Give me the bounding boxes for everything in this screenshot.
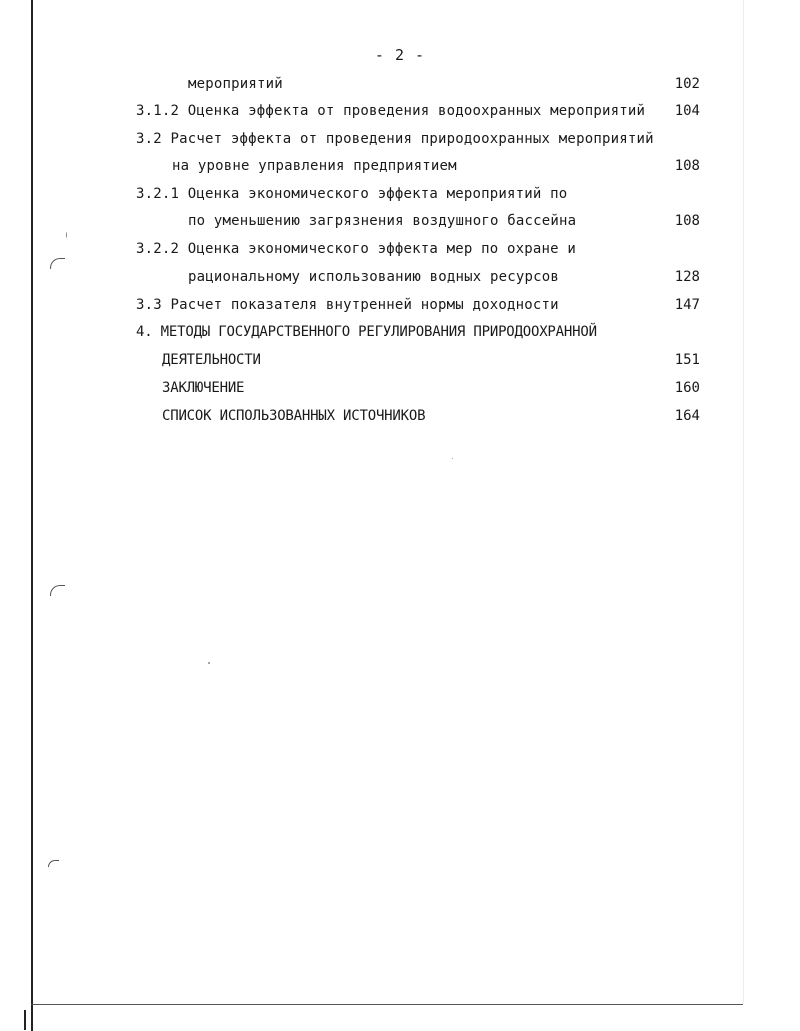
toc-entry-text: 3.3 Расчет показателя внутренней нормы доходности: [136, 297, 559, 313]
toc-entry-page: 164: [674, 408, 700, 424]
page-bottom-border: [31, 1004, 743, 1005]
toc-entry-text: 4. МЕТОДЫ ГОСУДАРСТВЕННОГО РЕГУЛИРОВАНИЯ ПРИРОДООХРАННОЙ: [136, 324, 597, 340]
toc-entry-text: 3.2 Расчет эффекта от проведения природоохранных мероприятий: [136, 131, 654, 147]
toc-entry-text: по уменьшению загрязнения воздушного бассейна: [188, 213, 577, 229]
toc-entry-page: 160: [674, 380, 700, 396]
binding-hole-mark: [50, 258, 65, 269]
toc-entry-text: 3.2.1 Оценка экономического эффекта мероприятий по: [136, 186, 568, 202]
toc-entry-text: на уровне управления предприятием: [172, 158, 457, 174]
page-number: - 2 -: [374, 46, 426, 64]
toc-entry-page: 108: [674, 158, 700, 174]
toc-entry-page: 108: [674, 213, 700, 229]
binding-hole-mark: [50, 585, 65, 596]
toc-entry-page: 128: [674, 269, 700, 285]
toc-entry-text: рациональному использованию водных ресурсов: [188, 269, 560, 285]
toc-entry-text: СПИСОК ИСПОЛЬЗОВАННЫХ ИСТОЧНИКОВ: [162, 408, 426, 424]
toc-entry-text: 3.2.2 Оценка экономического эффекта мер по охране и: [136, 241, 577, 257]
binding-hole-mark: [48, 860, 59, 867]
toc-entry-page: 147: [674, 297, 700, 313]
page-left-border: [31, 0, 33, 1031]
right-margin-line: [743, 0, 744, 1004]
toc-entry-text: мероприятий: [188, 76, 283, 92]
scan-speck: [66, 232, 67, 238]
toc-entry-page: 104: [674, 103, 700, 119]
toc-entry-text: ЗАКЛЮЧЕНИЕ: [162, 380, 245, 396]
scan-speck: [452, 458, 453, 459]
scan-speck: [208, 662, 210, 664]
toc-entry-text: 3.1.2 Оценка эффекта от проведения водоохранных мероприятий: [136, 103, 646, 119]
toc-entry-page: 151: [674, 352, 700, 368]
corner-mark: [24, 1010, 34, 1030]
toc-entry-text: ДЕЯТЕЛЬНОСТИ: [162, 352, 261, 368]
toc-entry-page: 102: [674, 76, 700, 92]
